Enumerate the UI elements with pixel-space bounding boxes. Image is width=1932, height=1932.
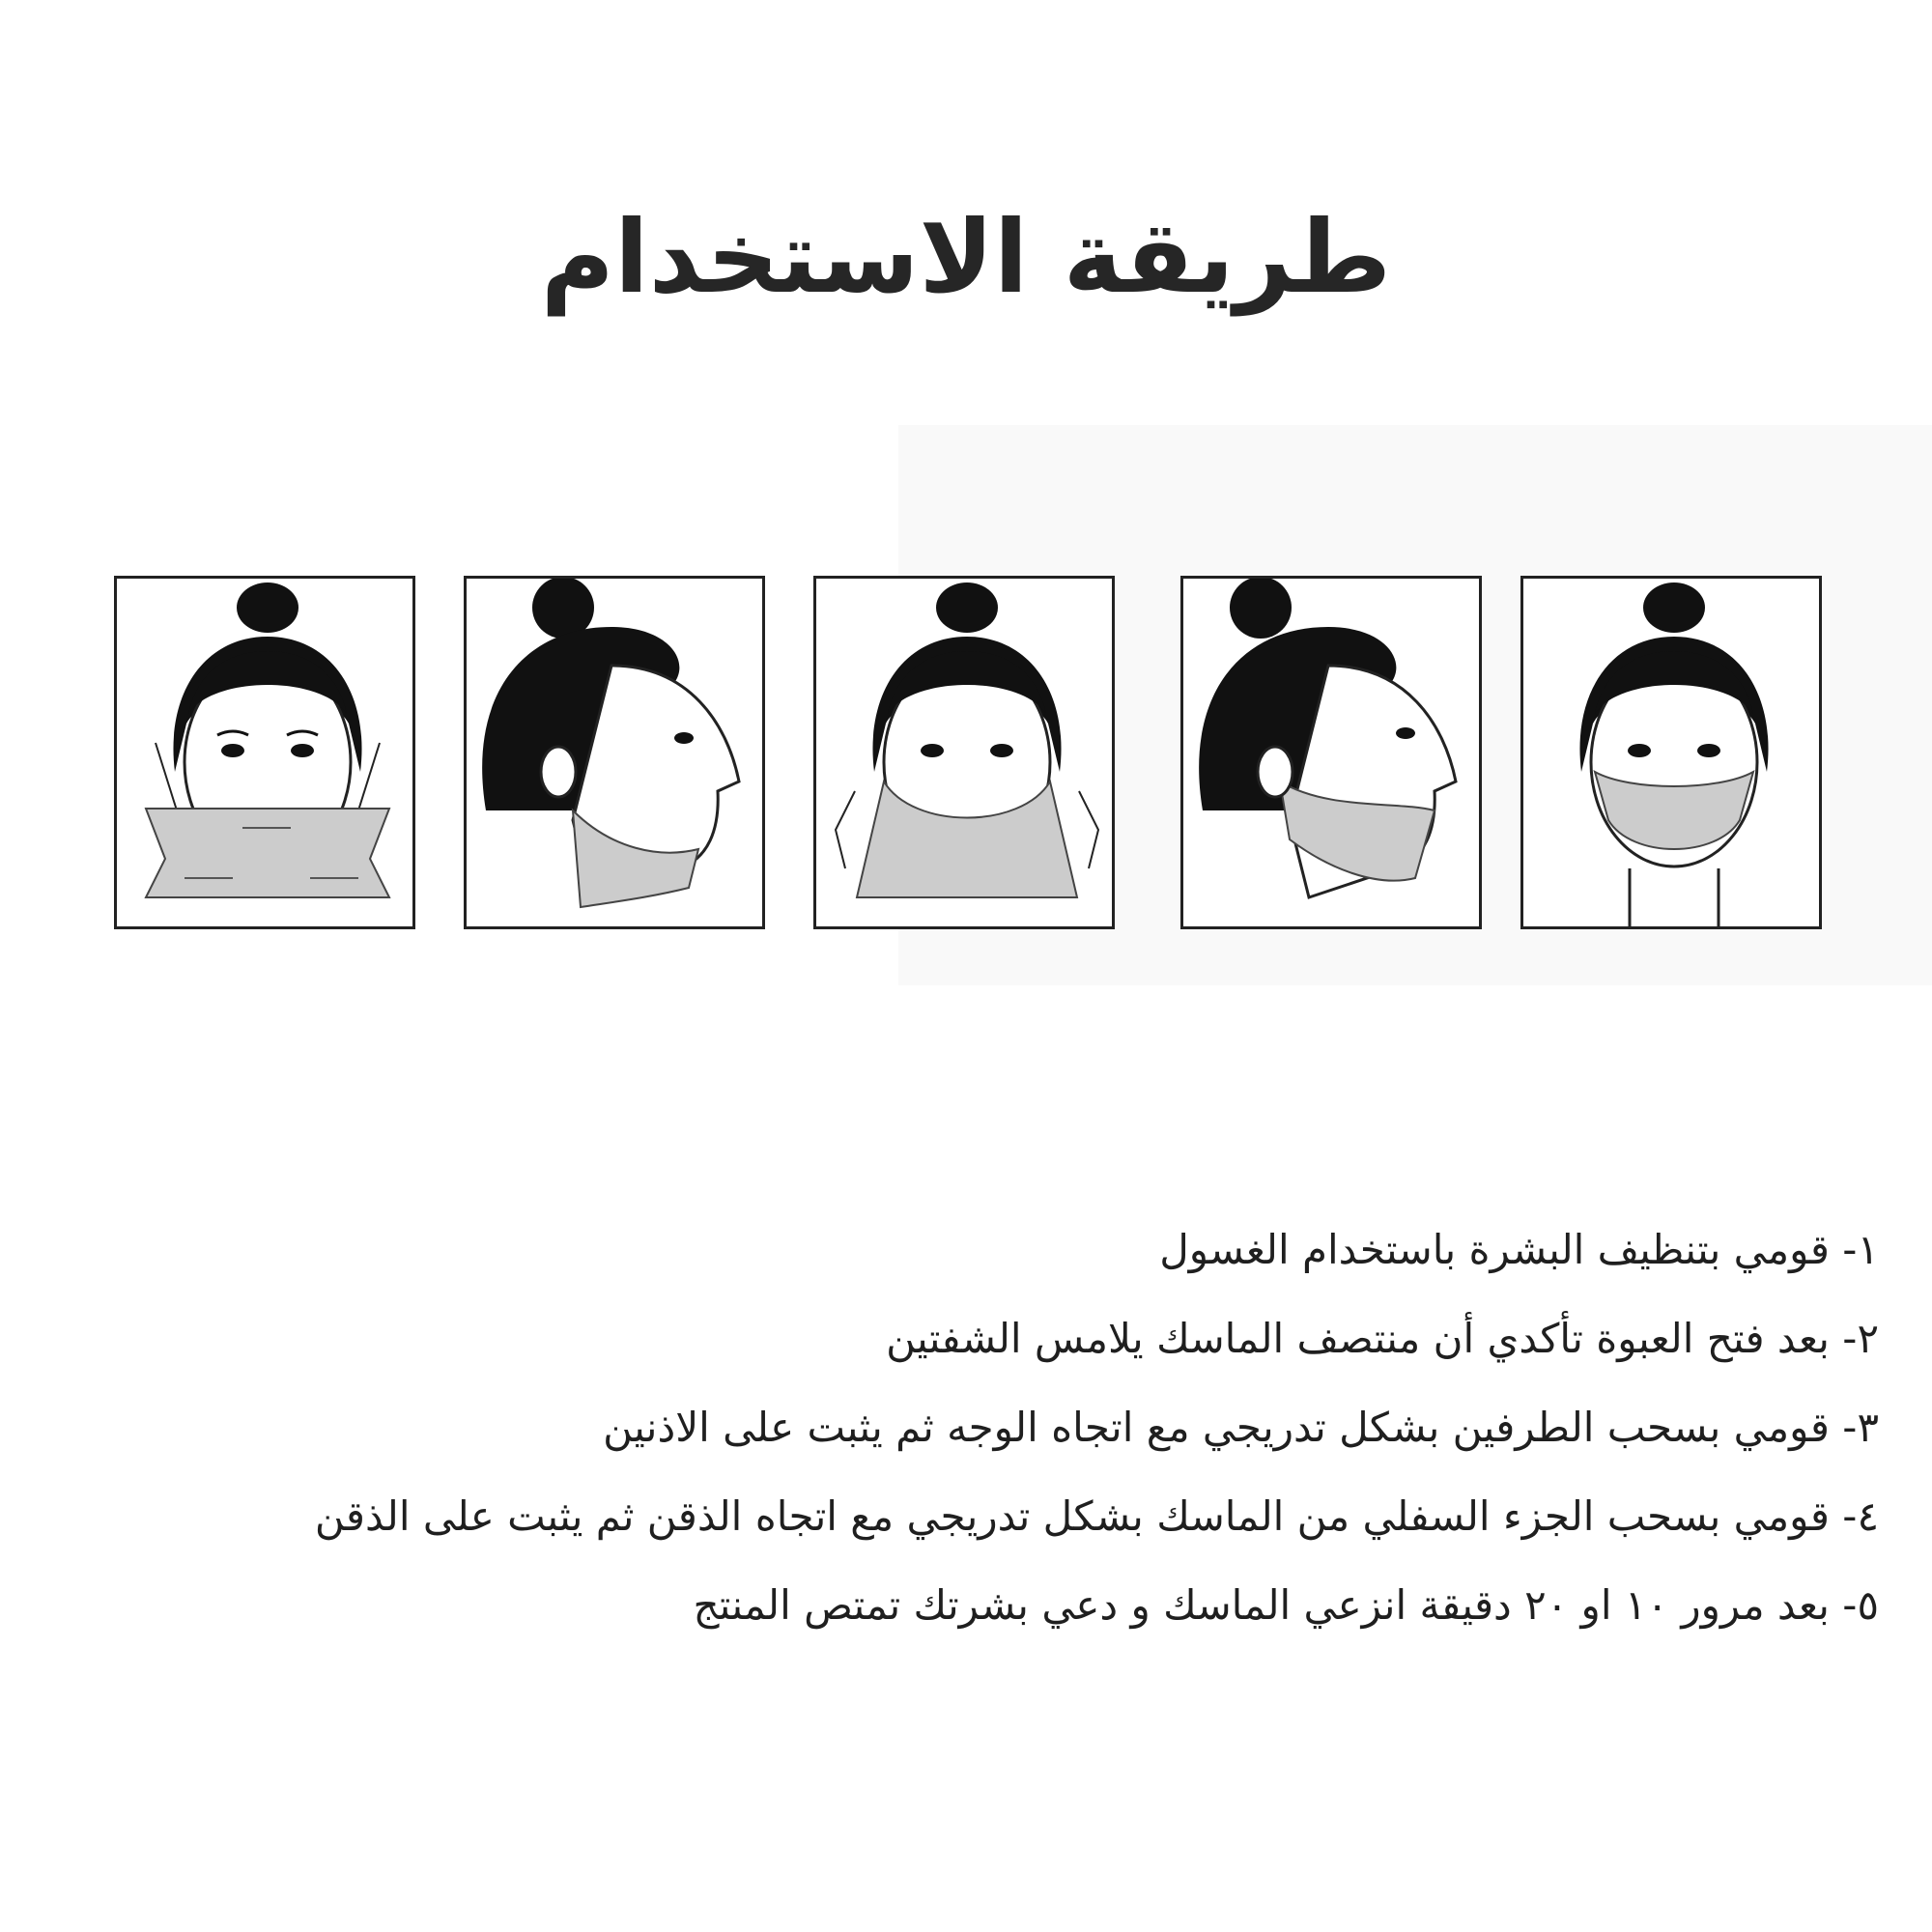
- face-front-mask-fitted-illustration: [1523, 579, 1822, 929]
- face-side-mask-hooked-illustration: [1183, 579, 1482, 929]
- face-side-mask-chin-illustration: [467, 579, 765, 929]
- step-item-2: ٢- بعد فتح العبوة تأكدي أن منتصف الماسك يلامس الشفتين: [886, 1315, 1879, 1362]
- face-front-mask-unfolded-illustration: [117, 579, 415, 929]
- illustration-row: [114, 558, 1822, 930]
- illustration-step-1: [114, 576, 415, 929]
- step-item-4: ٤- قومي بسحب الجزء السفلي من الماسك بشكل تدريجي مع اتجاه الذقن ثم يثبت على الذقن: [314, 1492, 1879, 1540]
- illustration-step-5: [1520, 576, 1822, 929]
- step-item-1: ١- قومي بتنظيف البشرة باستخدام الغسول: [1159, 1226, 1879, 1273]
- illustration-step-2: [464, 576, 765, 929]
- page-title: طريقة الاستخدام: [540, 198, 1392, 316]
- face-front-mask-pulling-illustration: [816, 579, 1115, 929]
- step-item-5: ٥- بعد مرور ١٠ او ٢٠ دقيقة انزعي الماسك و دعي بشرتك تمتص المنتج: [693, 1581, 1879, 1629]
- illustration-step-3: [813, 576, 1115, 929]
- step-item-3: ٣- قومي بسحب الطرفين بشكل تدريجي مع اتجاه الوجه ثم يثبت على الاذنين: [603, 1404, 1879, 1451]
- illustration-step-4: [1180, 576, 1482, 929]
- steps-list: [14, 1206, 1879, 1650]
